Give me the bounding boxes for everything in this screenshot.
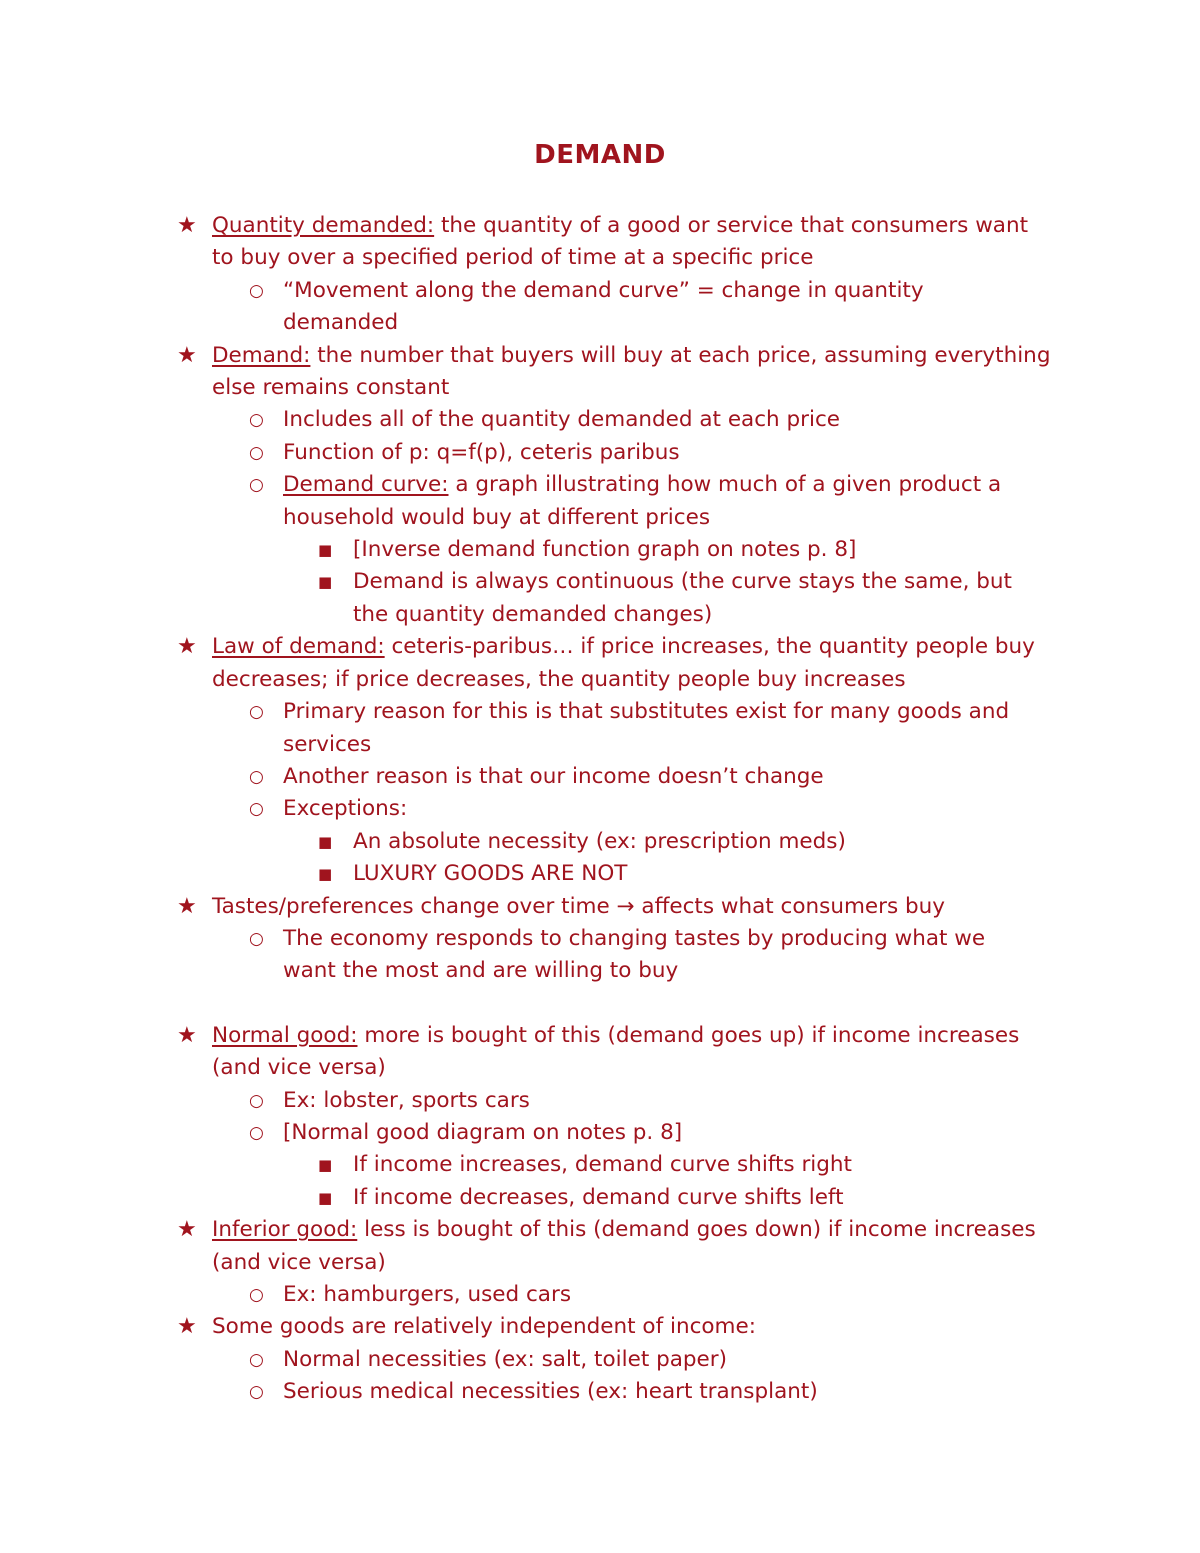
subitem-text: Serious medical necessities (ex: heart transplant): [283, 1379, 818, 1405]
notes-list: [0, 210, 1200, 1409]
circle-bullet-icon: ○: [249, 410, 264, 431]
subsubitem-text: An absolute necessity (ex: prescription meds): [353, 828, 846, 854]
list-subsubitem: [0, 1182, 1043, 1214]
list-item-quantity-demanded: [0, 210, 1052, 275]
blank-line: [0, 988, 1200, 1020]
circle-bullet-icon: ○: [249, 442, 264, 463]
list-item-tastes: [0, 891, 1052, 923]
item-text: Tastes/preferences change over time → affects what consumers buy: [212, 893, 946, 919]
list-subitem-demand-curve: [0, 469, 1043, 534]
subitem-text: Ex: hamburgers, used cars: [283, 1282, 572, 1307]
page-title: DEMAND: [534, 140, 666, 170]
star-bullet-icon: ★: [177, 1314, 197, 1340]
list-subitem: [0, 761, 1043, 793]
subitem-text: [Normal good diagram on notes p. 8]: [283, 1119, 683, 1145]
square-bullet-icon: ■: [318, 832, 333, 851]
circle-bullet-icon: ○: [249, 1349, 264, 1370]
list-subsubitem: [0, 1149, 1043, 1181]
list-subitem: [0, 1344, 1043, 1376]
term-law-of-demand: Law of demand:: [212, 634, 385, 660]
square-bullet-icon: ■: [318, 865, 333, 884]
list-subitem: [0, 923, 1043, 988]
list-subsubitem: [0, 826, 1043, 858]
star-bullet-icon: ★: [177, 893, 197, 919]
term-inferior-good: Inferior good:: [212, 1217, 358, 1243]
definition-text: more is bought of this (demand goes up) if income increases (and vice versa): [212, 1022, 1020, 1081]
list-subitem: [0, 275, 1043, 340]
subsubitem-text: [Inverse demand function graph on notes p. 8]: [353, 537, 857, 563]
definition-text: the number that buyers will buy at each price, assuming everything else remains constant: [212, 342, 1051, 401]
subsubitem-text: LUXURY GOODS ARE NOT: [353, 861, 628, 887]
subsubitem-text: Demand is always continuous (the curve stays the same, but the quantity demanded changes): [353, 569, 1012, 627]
definition-text: less is bought of this (demand goes down) if income increases (and vice versa): [212, 1217, 1036, 1275]
subitem-text: Ex: lobster, sports cars: [283, 1087, 530, 1113]
square-bullet-icon: ■: [318, 541, 333, 560]
list-item-normal-good: [0, 1020, 1052, 1085]
term-normal-good: Normal good:: [212, 1022, 358, 1048]
list-subitem: [0, 1117, 1043, 1149]
subitem-text: Exceptions:: [283, 796, 408, 822]
list-subsubitem: [0, 534, 1043, 566]
list-item-law-of-demand: [0, 631, 1052, 696]
list-subitem: [0, 793, 1043, 825]
circle-bullet-icon: ○: [249, 702, 264, 723]
star-bullet-icon: ★: [177, 342, 197, 368]
circle-bullet-icon: ○: [249, 928, 264, 949]
list-subitem: [0, 1085, 1043, 1117]
circle-bullet-icon: ○: [249, 1285, 264, 1305]
square-bullet-icon: ■: [318, 573, 333, 592]
list-subsubitem: [0, 566, 1043, 631]
definition-text: ceteris-paribus… if price increases, the quantity people buy decreases; if price decreases, the quantity people buy increases: [212, 634, 1035, 692]
subsubitem-text: If income decreases, demand curve shifts left: [353, 1184, 844, 1210]
square-bullet-icon: ■: [318, 1156, 333, 1175]
subitem-text: Normal necessities (ex: salt, toilet paper): [283, 1346, 728, 1372]
subsubitem-text: If income increases, demand curve shifts right: [353, 1152, 852, 1178]
list-item-inferior-good: [0, 1214, 1052, 1279]
term-quantity-demanded: Quantity demanded:: [212, 213, 435, 238]
subitem-text: “Movement along the demand curve” = change in quantity demanded: [283, 277, 924, 336]
star-bullet-icon: ★: [177, 634, 197, 660]
subitem-text: Another reason is that our income doesn’t change: [283, 763, 824, 789]
circle-bullet-icon: ○: [249, 1382, 264, 1403]
term-demand-curve: Demand curve:: [283, 472, 449, 498]
circle-bullet-icon: ○: [249, 766, 264, 787]
star-bullet-icon: ★: [177, 213, 197, 238]
term-demand: Demand:: [212, 342, 311, 368]
circle-bullet-icon: ○: [249, 799, 264, 820]
subitem-text: Primary reason for this is that substitutes exist for many goods and services: [283, 699, 1010, 757]
subitem-text: Function of p: q=f(p), ceteris paribus: [283, 439, 680, 465]
definition-text: a graph illustrating how much of a given product a household would buy at different prices: [283, 472, 1002, 530]
item-text: Some goods are relatively independent of income:: [212, 1314, 756, 1340]
list-subitem: [0, 437, 1043, 469]
list-subitem: [0, 1376, 1043, 1408]
star-bullet-icon: ★: [177, 1022, 197, 1048]
circle-bullet-icon: ○: [249, 475, 264, 496]
subitem-text: Includes all of the quantity demanded at each price: [283, 407, 841, 433]
square-bullet-icon: ■: [318, 1188, 333, 1207]
circle-bullet-icon: ○: [249, 1090, 264, 1111]
list-item-income-independent: [0, 1311, 1052, 1343]
list-item-demand: [0, 340, 1052, 405]
definition-text: the quantity of a good or service that consumers want to buy over a specified period of time at a specific price: [212, 213, 1029, 271]
list-subsubitem: [0, 858, 1043, 890]
circle-bullet-icon: ○: [249, 1122, 264, 1143]
list-subitem: [0, 404, 1043, 436]
star-bullet-icon: ★: [177, 1217, 197, 1243]
list-subitem: [0, 1279, 1043, 1311]
subitem-text: The economy responds to changing tastes by producing what we want the most and are willing to buy: [283, 925, 986, 984]
circle-bullet-icon: ○: [249, 280, 264, 301]
list-subitem: [0, 696, 1043, 761]
